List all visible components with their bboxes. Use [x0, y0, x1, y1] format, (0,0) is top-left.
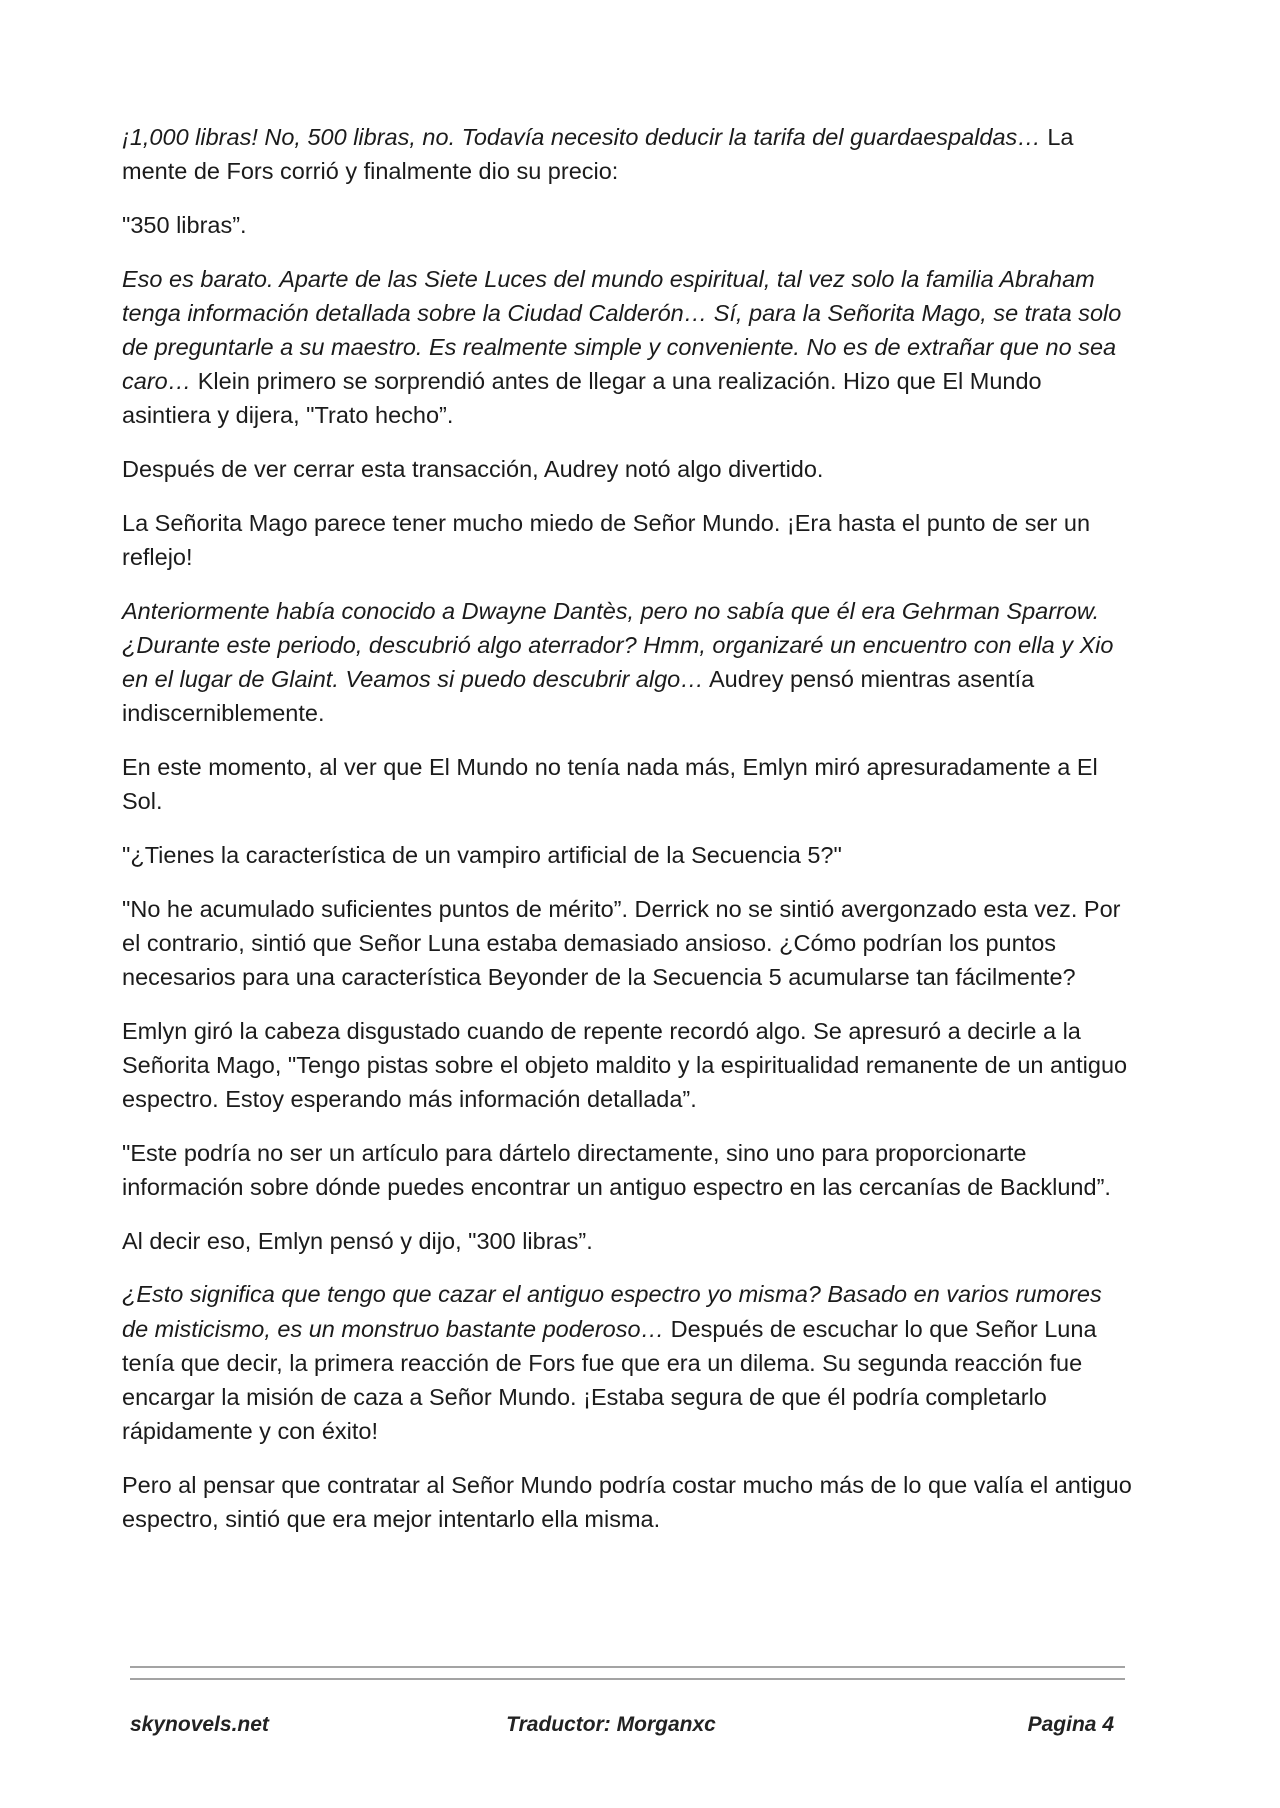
paragraph	[122, 262, 1134, 433]
dialogue-text: "350 libras”.	[122, 211, 247, 238]
translator-credit: Traductor: Morganxc	[506, 1713, 716, 1736]
paragraph	[122, 208, 1134, 242]
paragraph	[122, 892, 1134, 995]
site-name: skynovels.net	[130, 1713, 269, 1736]
paragraph	[122, 1014, 1134, 1117]
narration-text: Pero al pensar que contratar al Señor Mundo podría costar mucho más de lo que valía el antiguo espectro, sintió que era mejor intentarlo ella misma.	[122, 1472, 1132, 1533]
narration-text: Emlyn giró la cabeza disgustado cuando de repente recordó algo. Se apresuró a decirle a la Señorita Mago, "Tengo pistas sobre el objeto maldito y la espiritualidad remanente de un antiguo espectro. Estoy esperando más información detallada”.	[122, 1017, 1128, 1113]
narration-text: La mente de Fors corrió y finalmente dio su precio:	[122, 124, 1074, 185]
narration-text: "No he acumulado suficientes puntos de mérito”. Derrick no se sintió avergonzado esta vez. Por el contrario, sintió que Señor Luna estaba demasiado ansioso. ¿Cómo podrían los puntos necesarios para una característica Beyonder de la Secuencia 5 acumularse tan fácilmente?	[122, 895, 1121, 991]
dialogue-text: "¿Tienes la característica de un vampiro artificial de la Secuencia 5?"	[122, 841, 842, 868]
paragraph	[122, 838, 1134, 872]
paragraph	[122, 452, 1134, 486]
narration-text: En este momento, al ver que El Mundo no tenía nada más, Emlyn miró apresuradamente a El Sol.	[122, 754, 1098, 815]
footer-rule	[130, 1678, 1125, 1680]
paragraph	[122, 1136, 1134, 1204]
dialogue-text: "Este podría no ser un artículo para dártelo directamente, sino uno para proporcionarte información sobre dónde puedes encontrar un antiguo espectro en las cercanías de Backlund”.	[122, 1139, 1111, 1201]
italic-thought: Anteriormente había conocido a Dwayne Dantès, pero no sabía que él era Gehrman Sparrow. ¿Durante este periodo, descubrió algo aterrador? Hmm, organizaré un encuentro con ella y Xio en el lugar de Glaint. Veamos si puedo descubrir algo…	[122, 597, 1114, 693]
paragraph	[122, 1224, 1134, 1258]
paragraph	[122, 120, 1134, 188]
italic-thought: Eso es barato. Aparte de las Siete Luces del mundo espiritual, tal vez solo la familia Abraham tenga información detallada sobre la Ciudad Calderón… Sí, para la Señorita Mago, se trata solo de preguntarle a su maestro. Es realmente simple y conveniente. No es de extrañar que no sea caro…	[122, 265, 1122, 395]
footer-rule	[130, 1666, 1125, 1668]
paragraph	[122, 1277, 1134, 1448]
body-text	[122, 120, 1134, 1556]
narration-text: La Señorita Mago parece tener mucho miedo de Señor Mundo. ¡Era hasta el punto de ser un reflejo!	[122, 509, 1091, 571]
italic-thought: ¡1,000 libras! No, 500 libras, no. Todavía necesito deducir la tarifa del guardaespaldas…	[122, 124, 1041, 150]
paragraph	[122, 750, 1134, 818]
italic-thought: ¿Esto significa que tengo que cazar el antiguo espectro yo misma? Basado en varios rumores de misticismo, es un monstruo bastante poderoso…	[122, 1281, 1102, 1342]
narration-text: Klein primero se sorprendió antes de llegar a una realización. Hizo que El Mundo asintiera y dijera, "Trato hecho”.	[122, 368, 1042, 429]
narration-text: Audrey pensó mientras asentía indiscerniblemente.	[122, 666, 1035, 727]
narration-text: Después de ver cerrar esta transacción, Audrey notó algo divertido.	[122, 456, 824, 483]
page-number: Pagina 4	[1027, 1713, 1114, 1736]
paragraph	[122, 506, 1134, 574]
paragraph	[122, 594, 1134, 731]
paragraph	[122, 1468, 1134, 1536]
narration-text: Al decir eso, Emlyn pensó y dijo, "300 libras”.	[122, 1227, 593, 1254]
narration-text: Después de escuchar lo que Señor Luna tenía que decir, la primera reacción de Fors fue que era un dilema. Su segunda reacción fue encargar la misión de caza a Señor Mundo. ¡Estaba segura de que él podría completarlo rápidamente y con éxito!	[122, 1315, 1097, 1445]
